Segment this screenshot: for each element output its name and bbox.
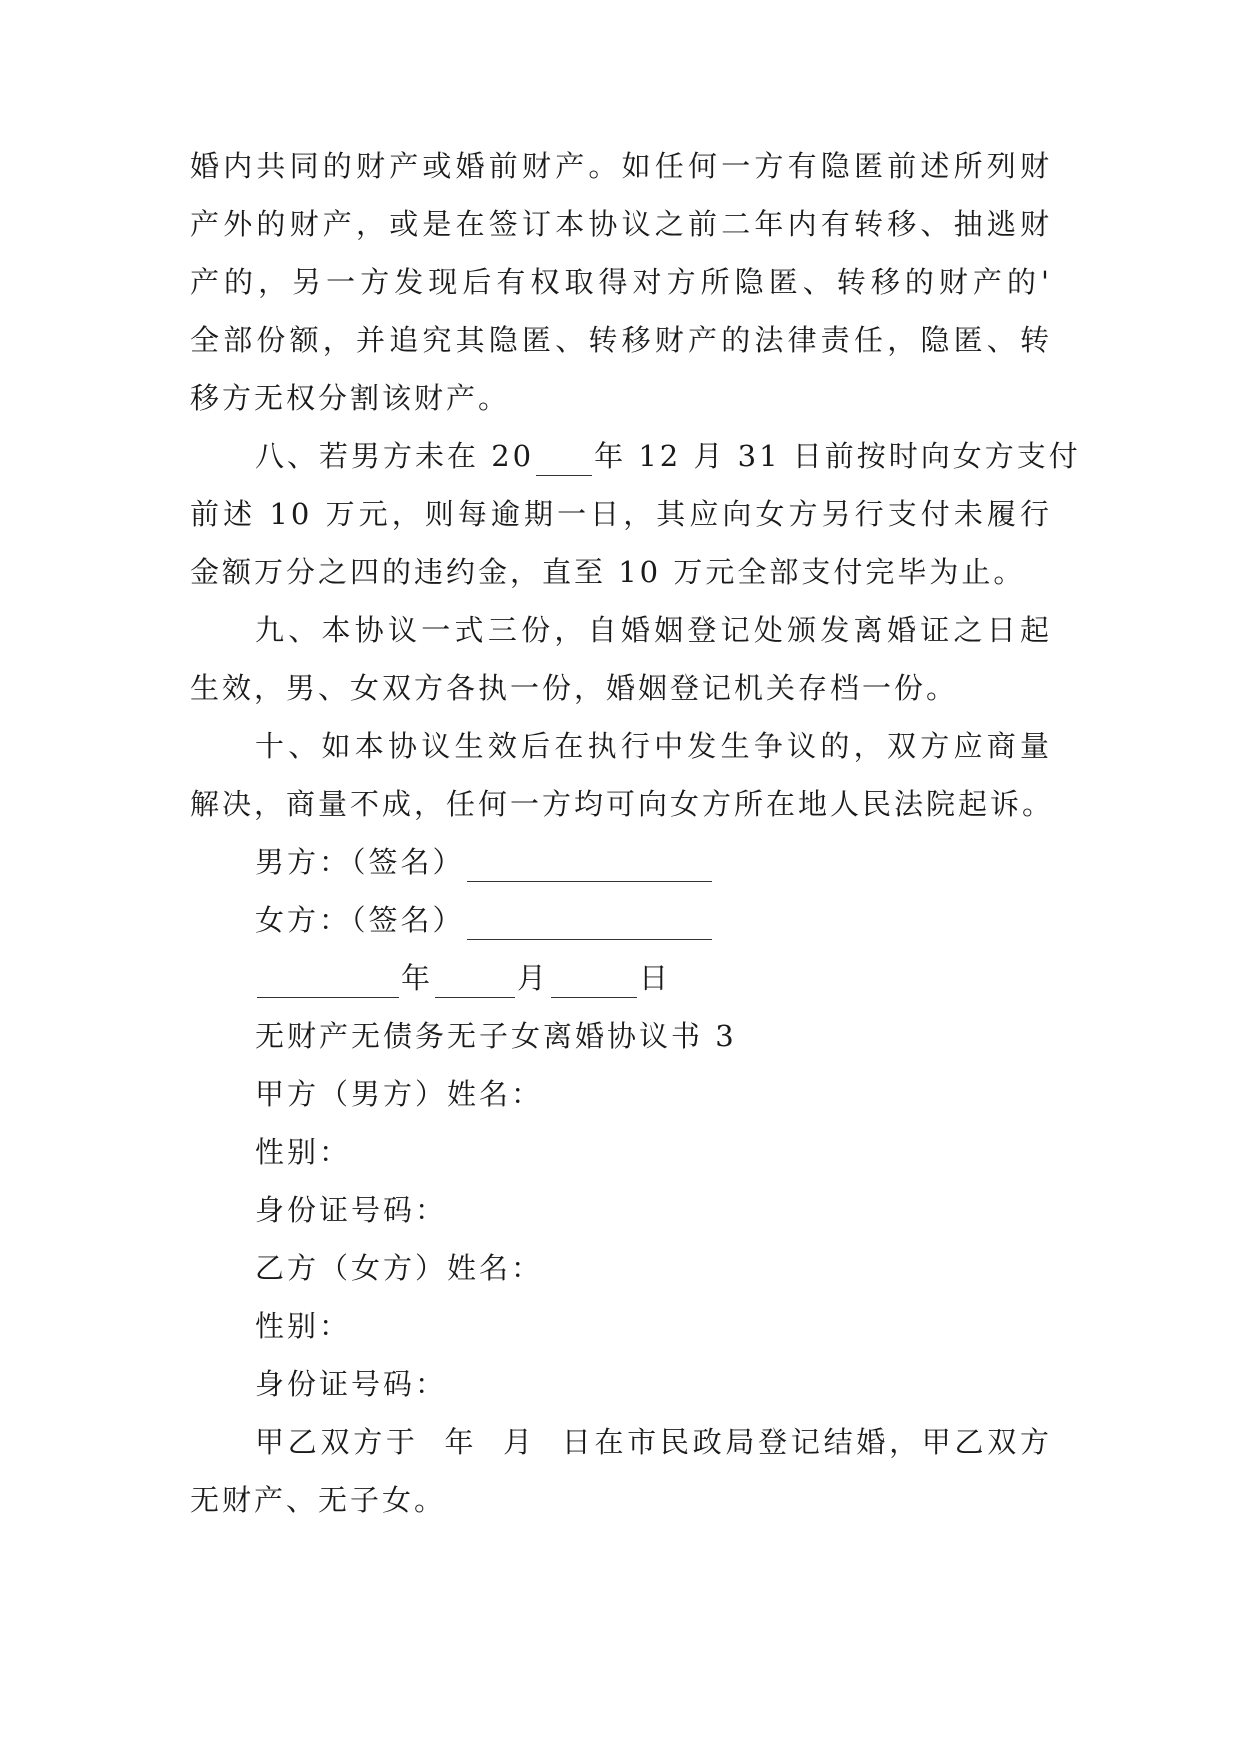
date-month-blank (435, 969, 515, 998)
date-day-label: 日 (639, 961, 672, 995)
male-signature-line (255, 842, 714, 882)
female-signature-line (255, 900, 714, 940)
paragraph-8-line-3: 金额万分之四的违约金，直至 10 万元全部支付完毕为止。 (190, 555, 1026, 589)
paragraph-10-line-2: 解决，商量不成，任何一方均可向女方所在地人民法院起诉。 (190, 787, 1055, 821)
party-b-id-label: 身份证号码： (255, 1367, 448, 1401)
party-a-id-label: 身份证号码： (255, 1193, 448, 1227)
closing-line-1: 甲乙双方于 年 月 日在市民政局登记结婚，甲乙双方 (255, 1425, 1052, 1459)
paragraph-10-line-1: 十、如本协议生效后在执行中发生争议的，双方应商量 (255, 729, 1052, 763)
paragraph-7-line-1: 婚内共同的财产或婚前财产。如任何一方有隐匿前述所列财 (190, 149, 1052, 183)
paragraph-7-line-3: 产的，另一方发现后有权取得对方所隐匿、转移的财产的' (190, 265, 1052, 299)
date-year-blank (257, 969, 399, 998)
party-b-name-label: 乙方（女方）姓名： (255, 1251, 544, 1285)
paragraph-8-text-before-blank: 八、若男方未在 20 (255, 439, 535, 473)
paragraph-9-line-2: 生效，男、女双方各执一份，婚姻登记机关存档一份。 (190, 671, 959, 705)
party-a-gender-label: 性别： (255, 1135, 352, 1169)
closing-line-2: 无财产、无子女。 (190, 1483, 447, 1517)
paragraph-8-line-2: 前述 10 万元，则每逾期一日，其应向女方另行支付未履行 (190, 497, 1052, 531)
party-a-name-label: 甲方（男方）姓名： (255, 1077, 544, 1111)
male-signature-label: 男方：（签名） (255, 845, 465, 879)
paragraph-8-text-after-blank: 年 12 月 31 日前按时向女方支付 (594, 439, 1081, 473)
date-day-blank (551, 969, 637, 998)
paragraph-7-line-5: 移方无权分割该财产。 (190, 381, 511, 415)
male-signature-blank (467, 853, 712, 882)
signature-date-line (255, 958, 671, 998)
paragraph-7-line-2: 产外的财产，或是在签订本协议之前二年内有转移、抽逃财 (190, 207, 1052, 241)
date-month-label: 月 (517, 961, 550, 995)
section-title: 无财产无债务无子女离婚协议书 3 (255, 1019, 737, 1053)
paragraph-7-line-4: 全部份额，并追究其隐匿、转移财产的法律责任，隐匿、转 (190, 323, 1052, 357)
female-signature-label: 女方：（签名） (255, 903, 465, 937)
paragraph-9-line-1: 九、本协议一式三份，自婚姻登记处颁发离婚证之日起 (255, 613, 1052, 647)
paragraph-8-line-1 (255, 436, 1081, 476)
date-year-label: 年 (401, 961, 434, 995)
party-b-gender-label: 性别： (255, 1309, 352, 1343)
female-signature-blank (467, 911, 712, 940)
year-blank (536, 447, 592, 476)
